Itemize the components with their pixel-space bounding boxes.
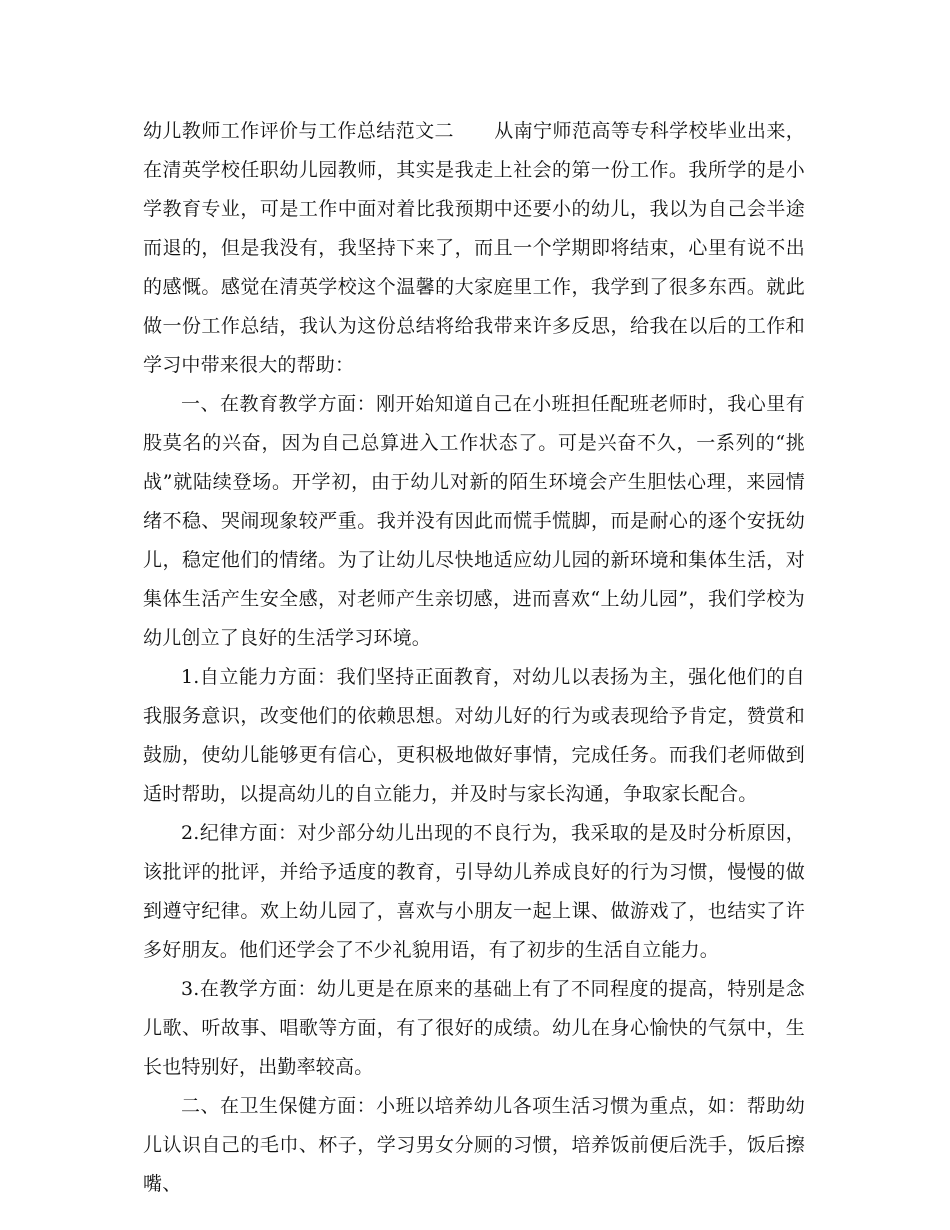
paragraph-self-reliance: 1.自立能力方面：我们坚持正面教育，对幼儿以表扬为主，强化他们的自我服务意识，改变他们的依赖思想。对幼儿好的行为或表现给予肯定，赞赏和鼓励，使幼儿能够更有信心，更积极地做好事情，完成任务。而我们老师做到适时帮助，以提高幼儿的自立能力，并及时与家长沟通，争取家长配合。 <box>143 666 805 805</box>
paragraph-health-care: 二、在卫生保健方面：小班以培养幼儿各项生活习惯为重点，如：帮助幼儿认识自己的毛巾、杯子，学习男女分厕的习惯，培养饭前便后洗手，饭后擦嘴、 <box>143 1095 805 1195</box>
paragraph-intro-text: 从南宁师范高等专科学校毕业出来，在清英学校任职幼儿园教师，其实是我走上社会的第一份工作。我所学的是小学教育专业，可是工作中面对着比我预期中还要小的幼儿，我以为自己会半途而退的，但是我没有，我坚持下来了，而且一个学期即将结束，心里有说不出的感慨。感觉在清英学校这个温馨的大家庭里工作，我学到了很多东西。就此做一份工作总结，我认为这份总结将给我带来许多反思，给我在以后的工作和学习中带来很大的帮助： <box>143 120 805 376</box>
paragraph-education-teaching: 一、在教育教学方面：刚开始知道自己在小班担任配班老师时，我心里有股莫名的兴奋，因为自己总算进入工作状态了。可是兴奋不久，一系列的“挑战”就陆续登场。开学初，由于幼儿对新的陌生环境会产生胆怯心理，来园情绪不稳、哭闹现象较严重。我并没有因此而慌手慌脚，而是耐心的逐个安抚幼儿，稳定他们的情绪。为了让幼儿尽快地适应幼儿园的新环境和集体生活，对集体生活产生安全感，对老师产生亲切感，进而喜欢“上幼儿园”，我们学校为幼儿创立了良好的生活学习环境。 <box>143 393 805 649</box>
document-body <box>143 112 805 1204</box>
paragraph-teaching: 3.在教学方面：幼儿更是在原来的基础上有了不同程度的提高，特别是念儿歌、听故事、唱歌等方面，有了很好的成绩。幼儿在身心愉快的气氛中，生长也特别好，出勤率较高。 <box>143 978 805 1078</box>
paragraph-discipline: 2.纪律方面：对少部分幼儿出现的不良行为，我采取的是及时分析原因，该批评的批评，并给予适度的教育，引导幼儿养成良好的行为习惯，慢慢的做到遵守纪律。欢上幼儿园了，喜欢与小朋友一起上课、做游戏了，也结实了许多好朋友。他们还学会了不少礼貌用语，有了初步的生活自立能力。 <box>143 822 805 961</box>
paragraph-intro <box>143 112 805 385</box>
document-title: 幼儿教师工作评价与工作总结范文二 <box>143 120 454 142</box>
